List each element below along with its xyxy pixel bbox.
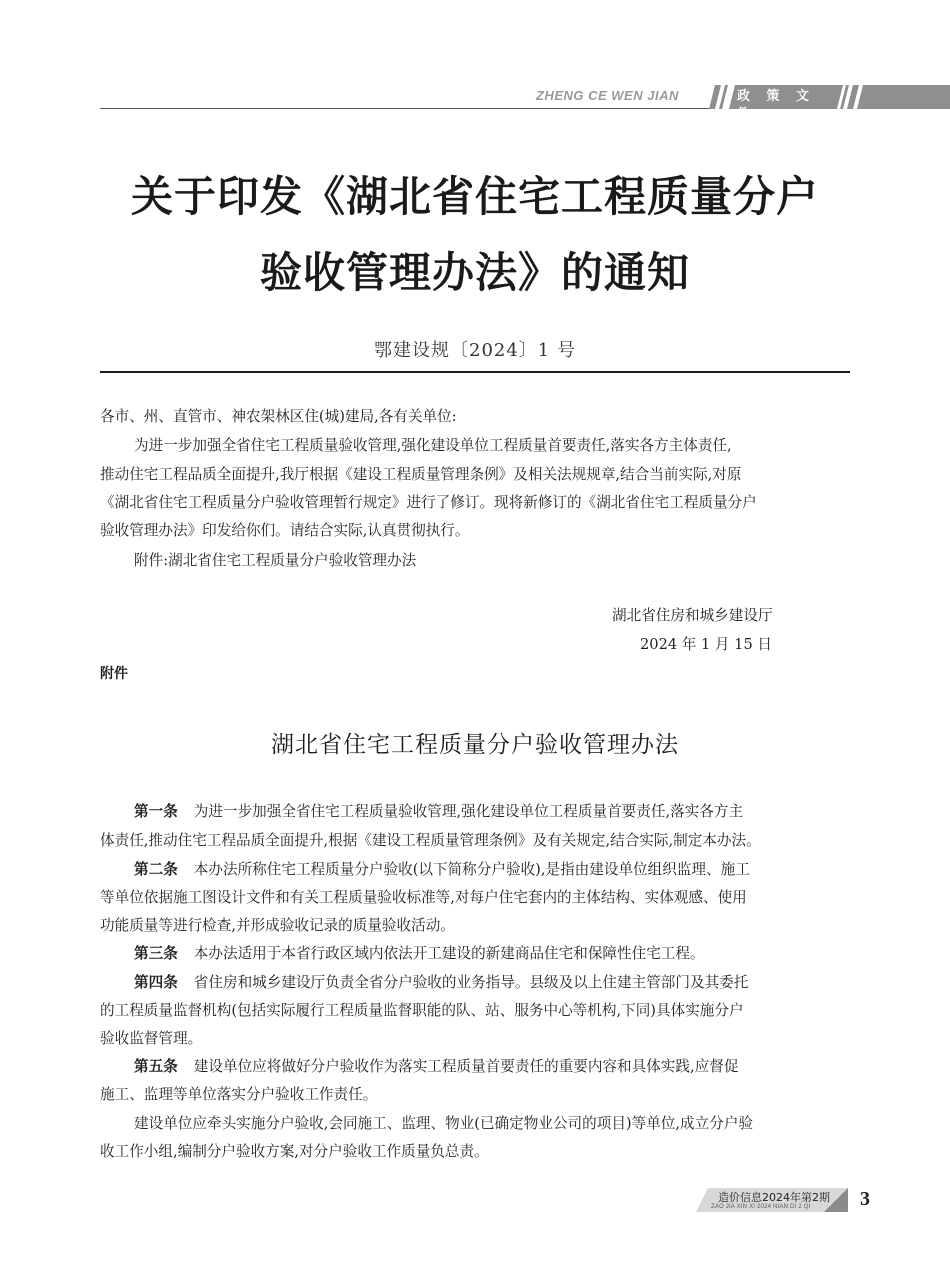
article-1: 第一条 为进一步加强全省住宅工程质量验收管理,强化建设单位工程质量首要责任,落实各方主 — [134, 803, 744, 820]
article-line: 的工程质量监督机构(包括实际履行工程质量监督职能的队、站、服务中心等机构,下同)具体实施分户 — [100, 1002, 744, 1019]
paragraph-line: 收工作小组,编制分户验收方案,对分户验收工作质量负总责。 — [100, 1143, 489, 1160]
attachment-label: 附件 — [100, 666, 128, 682]
article-2: 第二条 本办法所称住宅工程质量分户验收(以下简称分户验收),是指由建设单位组织监理、施工 — [134, 861, 750, 878]
article-heading: 第二条 — [134, 861, 178, 878]
article-4: 第四条 省住房和城乡建设厅负责全省分户验收的业务指导。县级及以上住建主管部门及其委托 — [134, 974, 749, 991]
notice-body-line: 验收管理办法》印发给你们。请结合实际,认真贯彻执行。 — [100, 522, 470, 539]
article-line: 体责任,推动住宅工程品质全面提升,根据《建设工程质量管理条例》及有关规定,结合实际,制定本办法。 — [100, 832, 761, 849]
section-name-cn: 政 策 文 件 — [737, 89, 816, 122]
header-stripe — [857, 85, 950, 109]
article-line: 等单位依据施工图设计文件和有关工程质量验收标准等,对每户住宅套内的主体结构、实体观感、使用 — [100, 889, 747, 906]
article-heading: 第五条 — [134, 1058, 178, 1075]
salutation: 各市、州、直管市、神农架林区住(城)建局,各有关单位: — [100, 408, 457, 425]
notice-attachment-line: 附件:湖北省住宅工程质量分户验收管理办法 — [134, 552, 417, 569]
header-stripe — [719, 85, 728, 109]
article-line: 功能质量等进行检查,并形成验收记录的质量验收活动。 — [100, 917, 455, 934]
notice-body-line: 为进一步加强全省住宅工程质量验收管理,强化建设单位工程质量首要责任,落实各方主体责任, — [134, 437, 732, 454]
journal-name-cn: 造价信息2024年第2期 — [718, 1191, 830, 1204]
article-5: 第五条 建设单位应将做好分户验收作为落实工程质量首要责任的重要内容和具体实践,应督促 — [134, 1058, 739, 1075]
article-line: 施工、监理等单位落实分户验收工作责任。 — [100, 1086, 378, 1103]
article-heading: 第一条 — [134, 803, 178, 820]
notice-body-line: 推动住宅工程品质全面提升,我厅根据《建设工程质量管理条例》及相关法规规章,结合当前实际,对原 — [100, 466, 742, 483]
document-title-line-1: 关于印发《湖北省住宅工程质量分户 — [130, 172, 819, 221]
header-rule — [100, 108, 712, 109]
section-name-en: ZHENG CE WEN JIAN — [536, 88, 679, 103]
document-title-line-2: 验收管理办法》的通知 — [259, 248, 690, 297]
paragraph-line: 建设单位应牵头实施分户验收,会同施工、监理、物业(已确定物业公司的项目)等单位,成立分户验 — [134, 1115, 754, 1132]
article-line: 验收监督管理。 — [100, 1030, 203, 1047]
article-3: 第三条 本办法适用于本省行政区域内依法开工建设的新建商品住宅和保障性住宅工程。 — [134, 945, 705, 962]
issue-date: 2024 年 1 月 15 日 — [640, 636, 772, 653]
article-heading: 第四条 — [134, 974, 178, 991]
document-number: 鄂建设规〔2024〕1 号 — [374, 340, 576, 361]
attachment-title: 湖北省住宅工程质量分户验收管理办法 — [271, 732, 679, 758]
notice-body-line: 《湖北省住宅工程质量分户验收管理暂行规定》进行了修订。现将新修订的《湖北省住宅工程质量分户 — [100, 494, 757, 511]
page-number: 3 — [860, 1188, 870, 1210]
article-heading: 第三条 — [134, 945, 178, 962]
journal-name-en: ZAO JIA XIN XI 2024 NIAN DI 2 QI — [711, 1204, 811, 1210]
issuer: 湖北省住房和城乡建设厅 — [612, 607, 773, 624]
title-rule — [100, 371, 850, 373]
